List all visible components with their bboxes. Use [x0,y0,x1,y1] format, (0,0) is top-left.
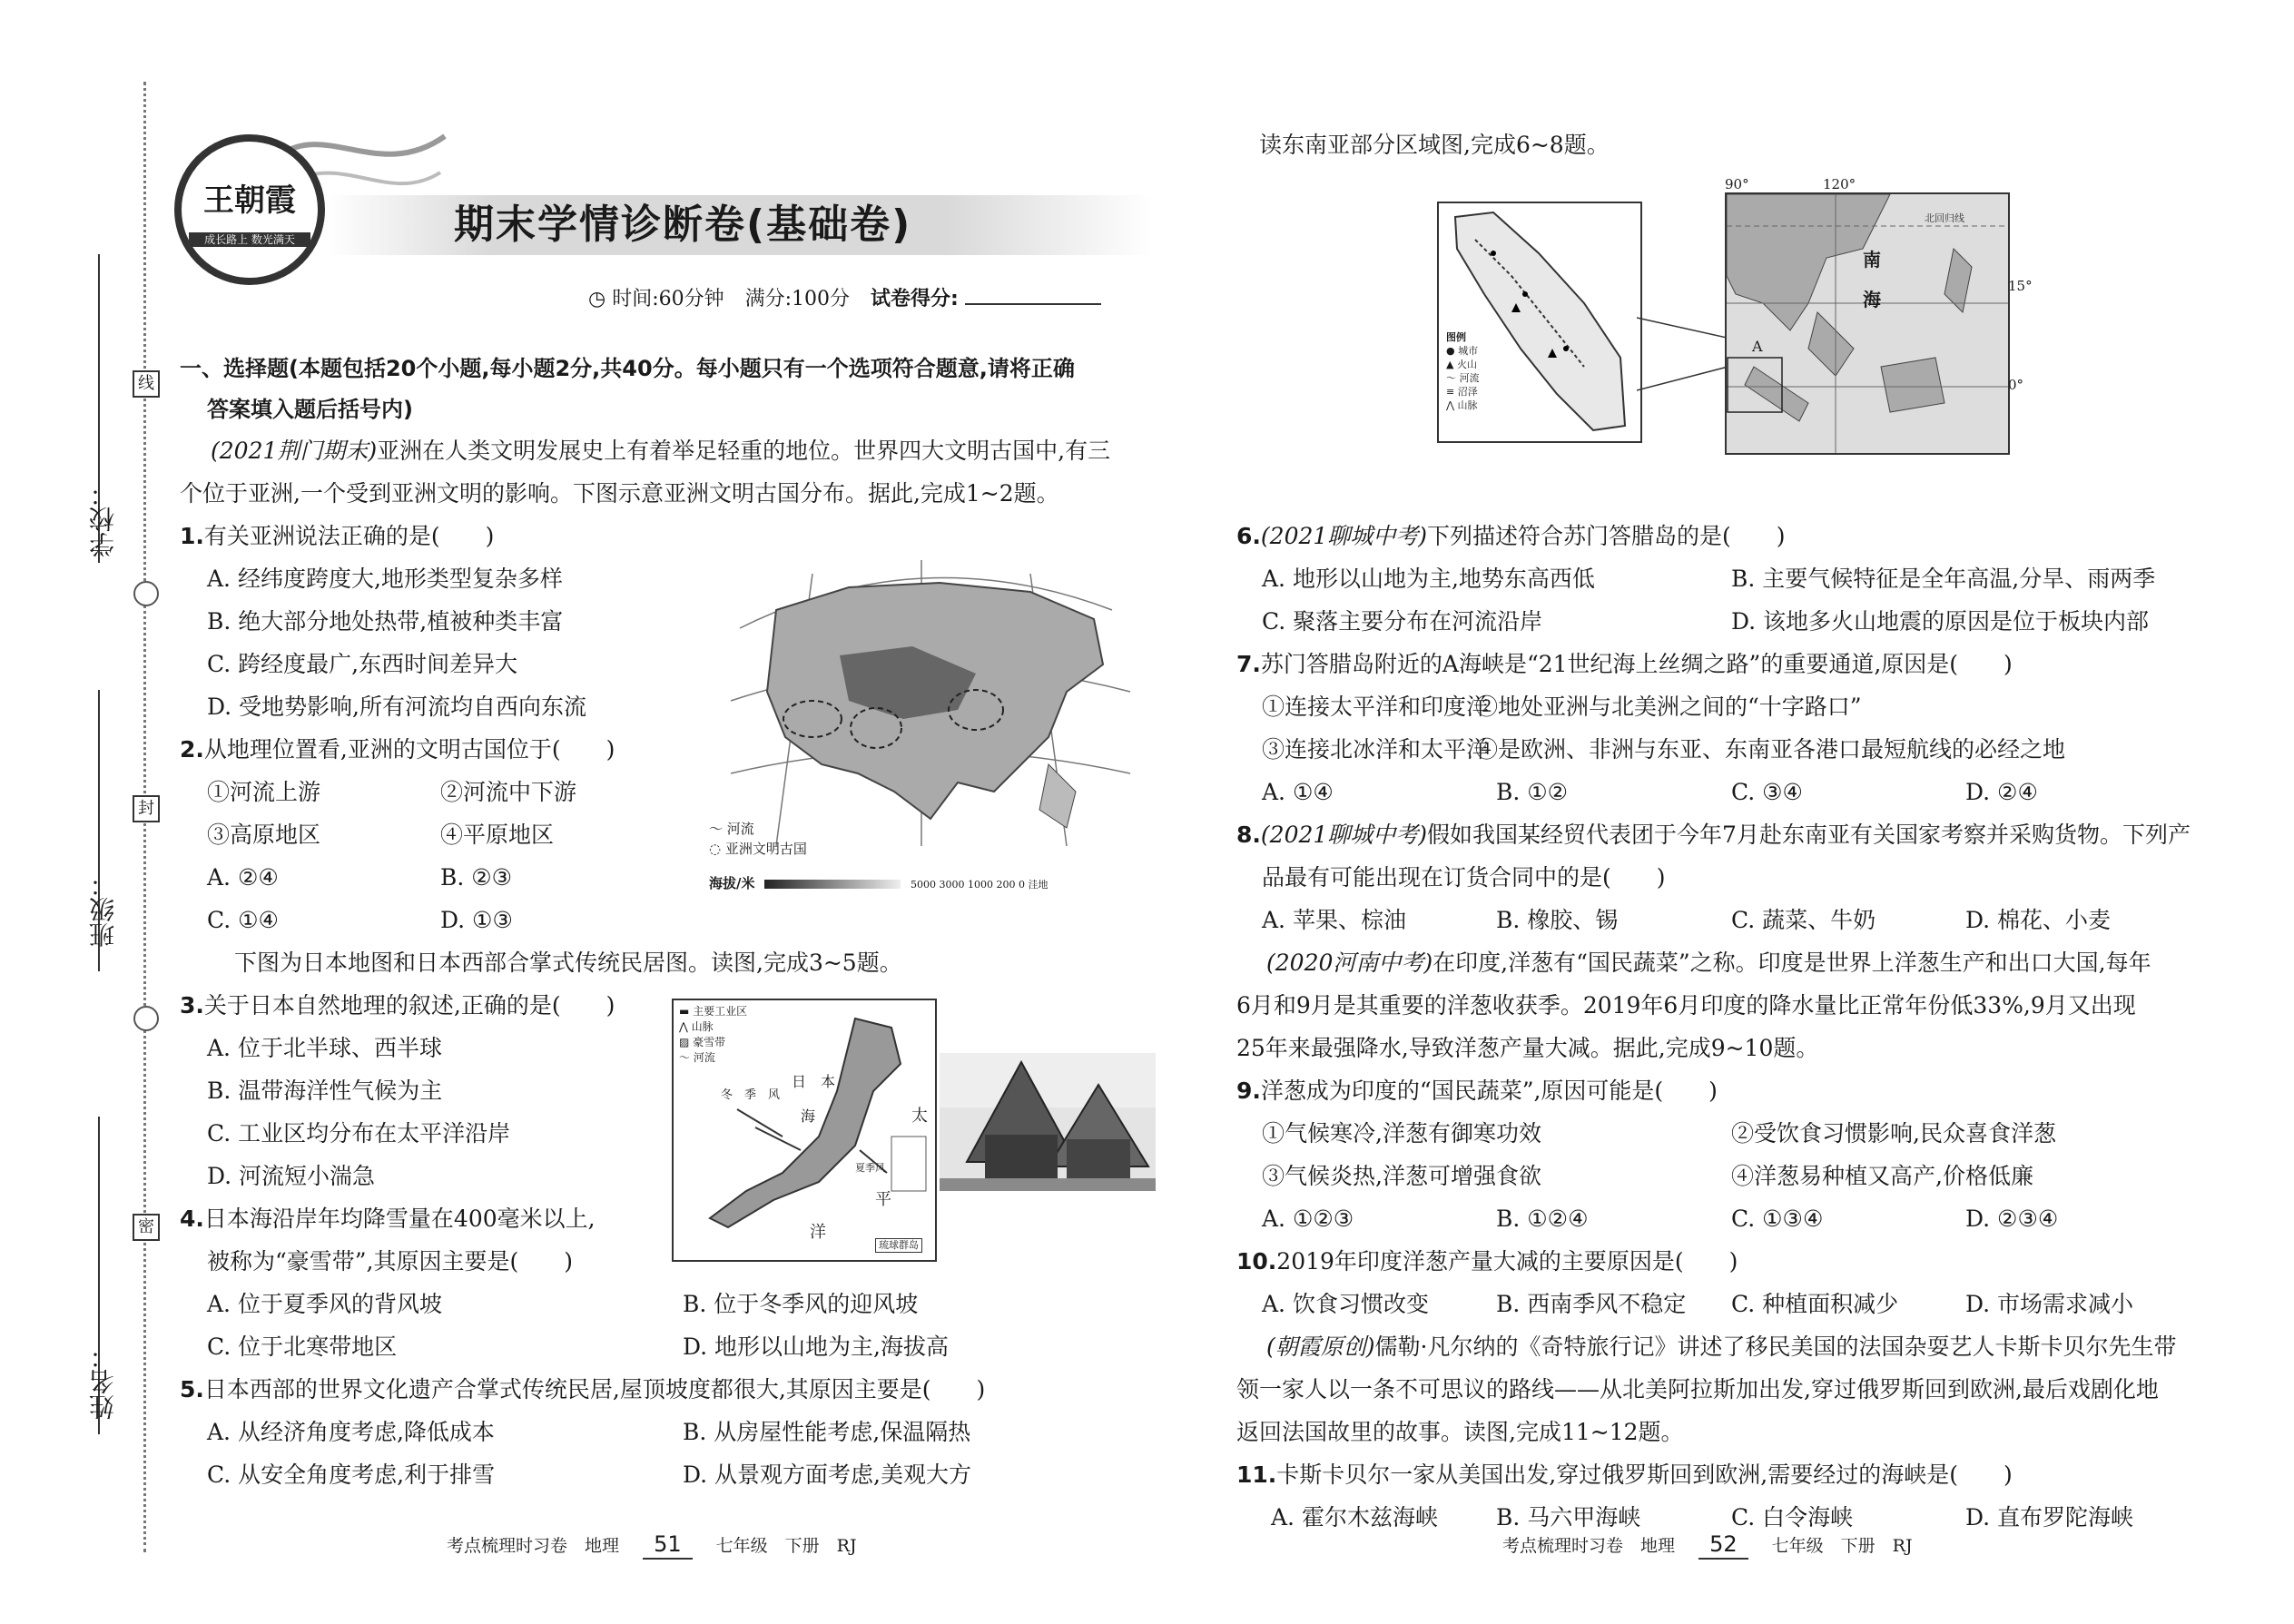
asia-elevation-scale: 海拔/米 5000 3000 1000 200 0 洼地 [709,875,1049,891]
q8-stem-line-1: 8.(2021聊城中考)假如我国某经贸代表团于今年7月赴东南亚有关国家考察并采购货物。下列产 [1236,822,2191,848]
q10-stem: 10.2019年印度洋葱产量大减的主要原因是( ) [1236,1248,1738,1275]
legend-river: 〜 河流 [679,1051,715,1064]
q6-option-c[interactable]: C. 聚落主要分布在河流沿岸 [1262,608,1543,635]
footer-right-page: 52 [1698,1530,1748,1560]
q2-statement-1: ①河流上游 [207,779,321,805]
asia-map-legend [709,819,807,859]
legend-volcano: ▲ 火山 [1446,359,1477,370]
lon-90: 90° [1725,176,1749,192]
q5-option-b[interactable]: B. 从房屋性能考虑,保温隔热 [683,1419,971,1445]
label-strait-a: A [1752,338,1763,355]
legend-river: 〜 河流 [709,821,754,837]
label-riben: 日 本 [792,1073,836,1090]
label-winter-monsoon: 冬 季 风 [721,1088,781,1102]
q3-option-a[interactable]: A. 位于北半球、西半球 [207,1035,442,1061]
q9-statement-1: ①气候寒冷,洋葱有御寒功效 [1262,1120,1541,1147]
logo-badge [174,134,325,285]
footer-left-series: 考点梳理时习卷 地理 [447,1536,620,1556]
q9-option-a[interactable]: A. ①②③ [1262,1206,1354,1232]
q11-option-a[interactable]: A. 霍尔木兹海峡 [1271,1504,1438,1530]
label-ping: 平 [875,1190,891,1209]
label-ryukyu: 琉球群岛 [875,1238,922,1253]
q9-option-d[interactable]: D. ②③④ [1965,1206,2059,1232]
footer-left-page: 51 [643,1530,693,1560]
score-label: 试卷得分: [871,288,959,310]
q9-option-b[interactable]: B. ①②④ [1496,1206,1589,1232]
binding-hole-2 [133,1006,159,1031]
sumatra-legend [1446,330,1480,412]
legend-mountain: ⋀ 山脉 [1446,399,1478,411]
q1-stem: 1.有关亚洲说法正确的是( ) [180,523,495,549]
elevation-gradient [764,880,901,889]
q6-option-d[interactable]: D. 该地多火山地震的原因是位于板块内部 [1731,608,2150,635]
seal-mark-line: 线 [133,370,160,398]
q2-option-b[interactable]: B. ②③ [440,864,513,891]
japan-map-legend [679,1004,747,1066]
q5-option-c[interactable]: C. 从安全角度考虑,利于排雪 [207,1462,496,1488]
exam-title: 期末学情诊断卷(基础卷) [454,202,912,248]
logo-name: 王朝霞 [203,182,296,219]
q7-option-d[interactable]: D. ②④ [1965,779,2038,805]
lon-120: 120° [1823,176,1856,192]
q4-stem-line-1: 4.日本海沿岸年均降雪量在400毫米以上, [180,1206,596,1232]
legend-snowbelt: ▨ 豪雪带 [679,1036,726,1048]
legend-mountain: ⋀ 山脉 [679,1020,714,1033]
q9-option-c[interactable]: C. ①③④ [1731,1206,1824,1232]
q2-statement-2: ②河流中下游 [440,779,577,805]
q2-stem: 2.从地理位置看,亚洲的文明古国位于( ) [180,736,615,763]
q7-statement-2: ②地处亚洲与北美洲之间的“十字路口” [1475,694,1862,720]
label-summer-monsoon: 夏季风 [855,1162,885,1174]
school-label: 学校： [88,481,118,557]
label-nan: 南 [1863,249,1881,271]
intro-southeast-asia: 读东南亚部分区域图,完成6~8题。 [1259,132,1610,158]
q4-option-c[interactable]: C. 位于北寒带地区 [207,1334,398,1360]
q8-option-a[interactable]: A. 苹果、棕油 [1262,907,1406,933]
intro-asia-line-2: 个位于亚洲,一个受到亚洲文明的影响。下图示意亚洲文明古国分布。据此,完成1~2题。 [180,480,1059,507]
q3-option-b[interactable]: B. 温带海洋性气候为主 [207,1078,443,1104]
label-tropic-line: 北回归线 [1925,212,1964,224]
label-hai: 海 [801,1107,816,1125]
q8-stem-line-2: 品最有可能出现在订货合同中的是( ) [1262,864,1666,891]
q6-stem: 6.(2021聊城中考)下列描述符合苏门答腊岛的是( ) [1236,523,1786,549]
q11-option-c[interactable]: C. 白令海峡 [1731,1504,1854,1530]
name-label: 姓名： [88,1343,118,1420]
q8-option-d[interactable]: D. 棉花、小麦 [1965,907,2112,933]
q11-option-b[interactable]: B. 马六甲海峡 [1496,1504,1641,1530]
q2-statement-4: ④平原地区 [440,822,555,848]
class-label: 班级： [88,871,118,948]
legend-river: 〜 河流 [1446,372,1480,384]
seal-mark-secret: 密 [133,1214,160,1241]
score-fill-line[interactable] [965,303,1101,305]
q5-stem: 5.日本西部的世界文化遗产合掌式传统民居,屋顶坡度都很大,其原因主要是( ) [180,1376,986,1403]
legend-industry: ▬ 主要工业区 [679,1005,748,1018]
q4-option-a[interactable]: A. 位于夏季风的背风坡 [207,1291,442,1317]
label-tai: 太 [911,1107,928,1126]
q1-option-b[interactable]: B. 绝大部分地处热带,植被种类丰富 [207,608,564,635]
q7-option-a[interactable]: A. ①④ [1262,779,1334,805]
q3-option-c[interactable]: C. 工业区均分布在太平洋沿岸 [207,1120,511,1147]
footer-left [447,1530,857,1560]
intro-verne-line-1: (朝霞原创)儒勒·凡尔纳的《奇特旅行记》讲述了移民美国的法国杂耍艺人卡斯卡贝尔先生带 [1266,1334,2177,1360]
q11-stem: 11.卡斯卡贝尔一家从美国出发,穿过俄罗斯回到欧洲,需要经过的海峡是( ) [1236,1462,2013,1488]
footer-right-series: 考点梳理时习卷 地理 [1502,1536,1676,1556]
intro-verne-line-3: 返回法国故里的故事。读图,完成11~12题。 [1236,1419,1684,1445]
sea-map-graphic [1727,194,2008,453]
footer-right-grade: 七年级 下册 RJ [1771,1536,1913,1556]
q3-option-d[interactable]: D. 河流短小湍急 [207,1163,376,1189]
intro-india-line-1: (2020河南中考)在印度,洋葱有“国民蔬菜”之称。印度是世界上洋葱生产和出口大国,每年 [1266,950,2151,976]
q2-option-d[interactable]: D. ①③ [440,907,513,933]
q2-statement-3: ③高原地区 [207,822,321,848]
intro-japan: 下图为日本地图和日本西部合掌式传统民居图。读图,完成3~5题。 [234,950,902,976]
gassho-house-photo [940,1053,1156,1191]
q9-statement-2: ②受饮食习惯影响,民众喜食洋葱 [1731,1120,2056,1147]
exam-info [588,281,1101,318]
legend-title: 图例 [1446,331,1466,343]
house-graphic [940,1053,1156,1191]
q10-option-b[interactable]: B. 西南季风不稳定 [1496,1291,1687,1317]
q7-statement-1: ①连接太平洋和印度洋 [1262,694,1490,720]
q10-option-a[interactable]: A. 饮食习惯改变 [1262,1291,1429,1317]
q9-stem: 9.洋葱成为印度的“国民蔬菜”,原因可能是( ) [1236,1078,1718,1104]
legend-city: ● 城市 [1446,345,1479,357]
q8-option-b[interactable]: B. 橡胶、锡 [1496,907,1619,933]
clock-icon: ◷ [588,288,606,310]
sumatra-inset-map [1437,202,1642,443]
q2-option-c[interactable]: C. ①④ [207,907,279,933]
q10-option-d[interactable]: D. 市场需求减小 [1965,1291,2134,1317]
q1-option-a[interactable]: A. 经纬度跨度大,地形类型复杂多样 [207,566,563,592]
q7-stem: 7.苏门答腊岛附近的A海峡是“21世纪海上丝绸之路”的重要通道,原因是( ) [1236,651,2013,677]
southeast-asia-map [1725,192,2010,455]
q7-option-c[interactable]: C. ③④ [1731,779,1803,805]
q6-option-b[interactable]: B. 主要气候特征是全年高温,分旱、雨两季 [1731,566,2156,592]
q7-option-b[interactable]: B. ①② [1496,779,1569,805]
footer-right [1502,1530,1913,1560]
q4-option-d[interactable]: D. 地形以山地为主,海拔高 [683,1334,949,1360]
exam-full-score: 满分:100分 [744,288,851,310]
lat-15: 15° [2008,278,2033,294]
footer-left-grade: 七年级 下册 RJ [715,1536,857,1556]
q5-option-a[interactable]: A. 从经济角度考虑,降低成本 [207,1419,495,1445]
q8-option-c[interactable]: C. 蔬菜、牛奶 [1731,907,1876,933]
logo-slogan-1: 成长路上 [204,233,249,246]
seal-mark-seal: 封 [133,795,160,822]
section-title-line-2: 答案填入题后括号内) [207,397,413,422]
q10-option-c[interactable]: C. 种植面积减少 [1731,1291,1899,1317]
intro-india-line-2: 6月和9月是其重要的洋葱收获季。2019年6月印度的降水量比正常年份低33%,9月又出现 [1236,992,2136,1019]
section-title-line-1: 一、选择题(本题包括20个小题,每小题2分,共40分。每小题只有一个选项符合题意,请将正确 [180,356,1075,381]
q4-stem-line-2: 被称为“豪雪带”,其原因主要是( ) [207,1248,574,1275]
q9-statement-4: ④洋葱易种植又高产,价格低廉 [1731,1163,2033,1189]
intro-asia-source: (2021荆门期末) [211,438,378,464]
q7-statement-4: ④是欧洲、非洲与东亚、东南亚各港口最短航线的必经之地 [1475,736,2066,763]
q2-option-a[interactable]: A. ②④ [207,864,279,891]
intro-india-line-3: 25年来最强降水,导致洋葱产量大减。据此,完成9~10题。 [1236,1035,1819,1061]
q4-option-b[interactable]: B. 位于冬季风的迎风坡 [683,1291,919,1317]
exam-time: 时间:60分钟 [612,288,724,310]
intro-verne-line-2: 领一家人以一条不可思议的路线——从北美阿拉斯加出发,穿过俄罗斯回到欧洲,最后戏剧化地 [1236,1376,2159,1403]
legend-swamp: ≡ 沼泽 [1446,386,1478,398]
q3-stem: 3.关于日本自然地理的叙述,正确的是( ) [180,992,615,1019]
japan-map [672,999,937,1262]
label-hai: 海 [1863,289,1881,310]
q9-statement-3: ③气候炎热,洋葱可增强食欲 [1262,1163,1541,1189]
q1-option-c[interactable]: C. 跨经度最广,东西时间差异大 [207,651,518,677]
lat-0: 0° [2008,377,2024,393]
legend-civilization: ◌ 亚洲文明古国 [709,841,807,857]
q11-option-d[interactable]: D. 直布罗陀海峡 [1965,1504,2134,1530]
intro-asia-line-1: (2021荆门期末)亚洲在人类文明发展史上有着举足轻重的地位。世界四大文明古国中,有三 [211,438,1111,464]
asia-civilization-map [704,556,1139,902]
logo-slogan-2: 数光满天 [251,233,295,246]
binding-hole-1 [133,581,159,606]
q5-option-d[interactable]: D. 从景观方面考虑,美观大方 [683,1462,971,1488]
q6-option-a[interactable]: A. 地形以山地为主,地势东高西低 [1262,566,1595,592]
q7-statement-3: ③连接北冰洋和太平洋 [1262,736,1490,763]
label-yang: 洋 [810,1223,826,1242]
q1-option-d[interactable]: D. 受地势影响,所有河流均自西向东流 [207,694,586,720]
